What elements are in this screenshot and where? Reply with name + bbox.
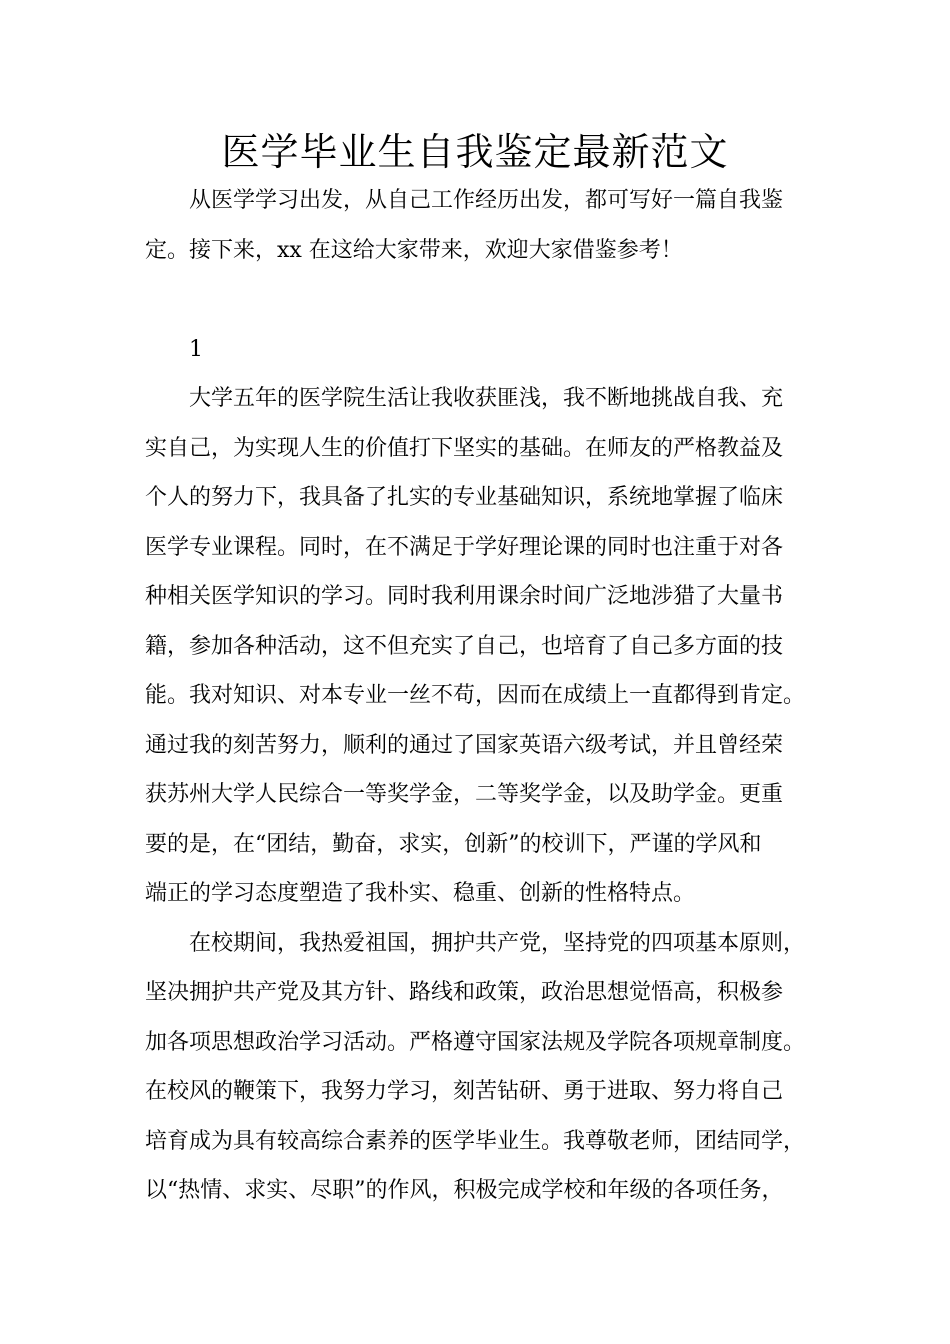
paragraph2-line: 以“热情、求实、尽职”的作风，积极完成学校和年级的各项任务，: [145, 1178, 784, 1203]
document-body: [145, 176, 820, 1216]
paragraph2-line: 在校期间，我热爱祖国，拥护共产党，坚持党的四项基本原则，: [189, 930, 806, 956]
intro-line: 从医学学习出发，从自己工作经历出发，都可写好一篇自我鉴: [189, 188, 784, 213]
paragraph2-line: 在校风的鞭策下，我努力学习，刻苦钻研、勇于进取、努力将自己: [145, 1079, 784, 1104]
paragraph1-line: 种相关医学知识的学习。同时我利用课余时间广泛地涉猎了大量书: [145, 584, 784, 609]
paragraph1-line: 获苏州大学人民综合一等奖学金，二等奖学金，以及助学金。更重: [145, 782, 784, 807]
paragraph1-line: 医学专业课程。同时，在不满足于学好理论课的同时也注重于对各: [145, 534, 784, 560]
paragraph2-line: 坚决拥护共产党及其方针、路线和政策，政治思想觉悟高，积极参: [145, 980, 784, 1005]
paragraph1-line: 个人的努力下，我具备了扎实的专业基础知识，系统地掌握了临床: [145, 485, 784, 510]
paragraph2-line: 加各项思想政治学习活动。严格遵守国家法规及学院各项规章制度。: [145, 1029, 806, 1055]
paragraph2-line: 培育成为具有较高综合素养的医学毕业生。我尊敬老师，团结同学，: [145, 1128, 806, 1154]
intro-line: 定。接下来，xx 在这给大家带来，欢迎大家借鉴参考！: [145, 237, 683, 263]
section-number: 1: [189, 336, 203, 362]
paragraph1-line: 实自己，为实现人生的价值打下坚实的基础。在师友的严格教益及: [145, 435, 784, 461]
paragraph1-line: 能。我对知识、对本专业一丝不苟，因而在成绩上一直都得到肯定。: [145, 683, 806, 708]
paragraph1-line: 籍，参加各种活动，这不但充实了自己，也培育了自己多方面的技: [145, 633, 784, 659]
paragraph1-line: 大学五年的医学院生活让我收获匪浅，我不断地挑战自我、充: [189, 386, 784, 411]
document-title: 医学毕业生自我鉴定最新范文: [221, 130, 729, 174]
blank-line: [145, 275, 820, 325]
paragraph1-line: 端正的学习态度塑造了我朴实、稳重、创新的性格特点。: [145, 881, 696, 906]
paragraph1-line: 要的是，在“团结，勤奋，求实，创新”的校训下，严谨的学风和: [145, 831, 762, 857]
paragraph1-line: 通过我的刻苦努力，顺利的通过了国家英语六级考试，并且曾经荣: [145, 732, 784, 758]
